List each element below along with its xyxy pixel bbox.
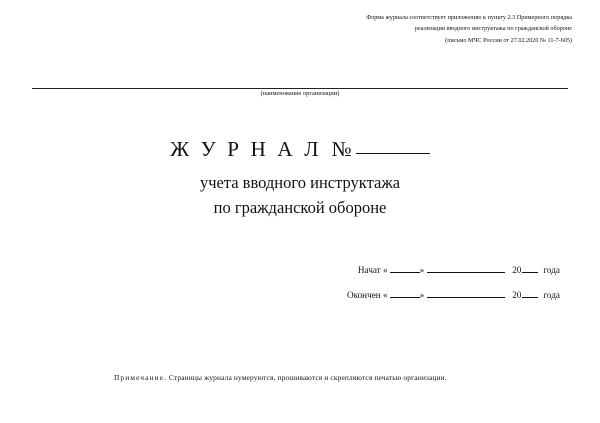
end-year-blank	[522, 288, 538, 298]
page-subtitle-line-1: учета вводного инструктажа	[199, 173, 401, 192]
end-date-label: Окончен «	[346, 290, 388, 300]
start-date-row	[347, 263, 560, 275]
form-source-note	[292, 12, 572, 46]
end-day-blank	[390, 288, 420, 298]
start-day-blank	[390, 263, 420, 273]
form-source-note-line-3: (письмо МЧС России от 27.02.2020 № 11-7-605)	[445, 36, 572, 44]
start-month-blank	[427, 263, 505, 273]
start-year-prefix: 20	[512, 265, 522, 275]
start-year-word: года	[543, 265, 560, 275]
page-subtitle-line-2: по гражданской обороне	[213, 198, 387, 217]
footnote-text: Страницы журнала нумеруются, прошиваются и скрепляются печатью организации.	[168, 373, 447, 382]
form-source-note-line-2: реализации вводного инструктажа по гражданской обороне	[414, 25, 572, 33]
page-title-number-sign: №	[331, 137, 352, 161]
page-title-word: Ж У Р Н А Л	[170, 137, 322, 161]
end-year-word: года	[543, 290, 560, 300]
start-year-blank	[522, 263, 538, 273]
organization-name-rule	[32, 88, 568, 89]
footnote	[114, 373, 447, 382]
start-quote-close: »	[419, 265, 425, 275]
end-date-row	[347, 288, 560, 300]
dates-block	[347, 263, 560, 313]
end-quote-close: »	[419, 290, 425, 300]
end-year-prefix: 20	[512, 290, 522, 300]
page-title	[0, 137, 600, 162]
end-month-blank	[427, 288, 505, 298]
journal-number-blank	[356, 138, 430, 154]
start-date-label: Начат «	[357, 265, 388, 275]
organization-name-caption: (наименование организации)	[260, 90, 340, 97]
form-source-note-line-1: Форма журнала соответствует приложению к пункту 2.3 Примерного порядка	[366, 14, 572, 21]
footnote-lead: Примечание.	[114, 373, 167, 382]
